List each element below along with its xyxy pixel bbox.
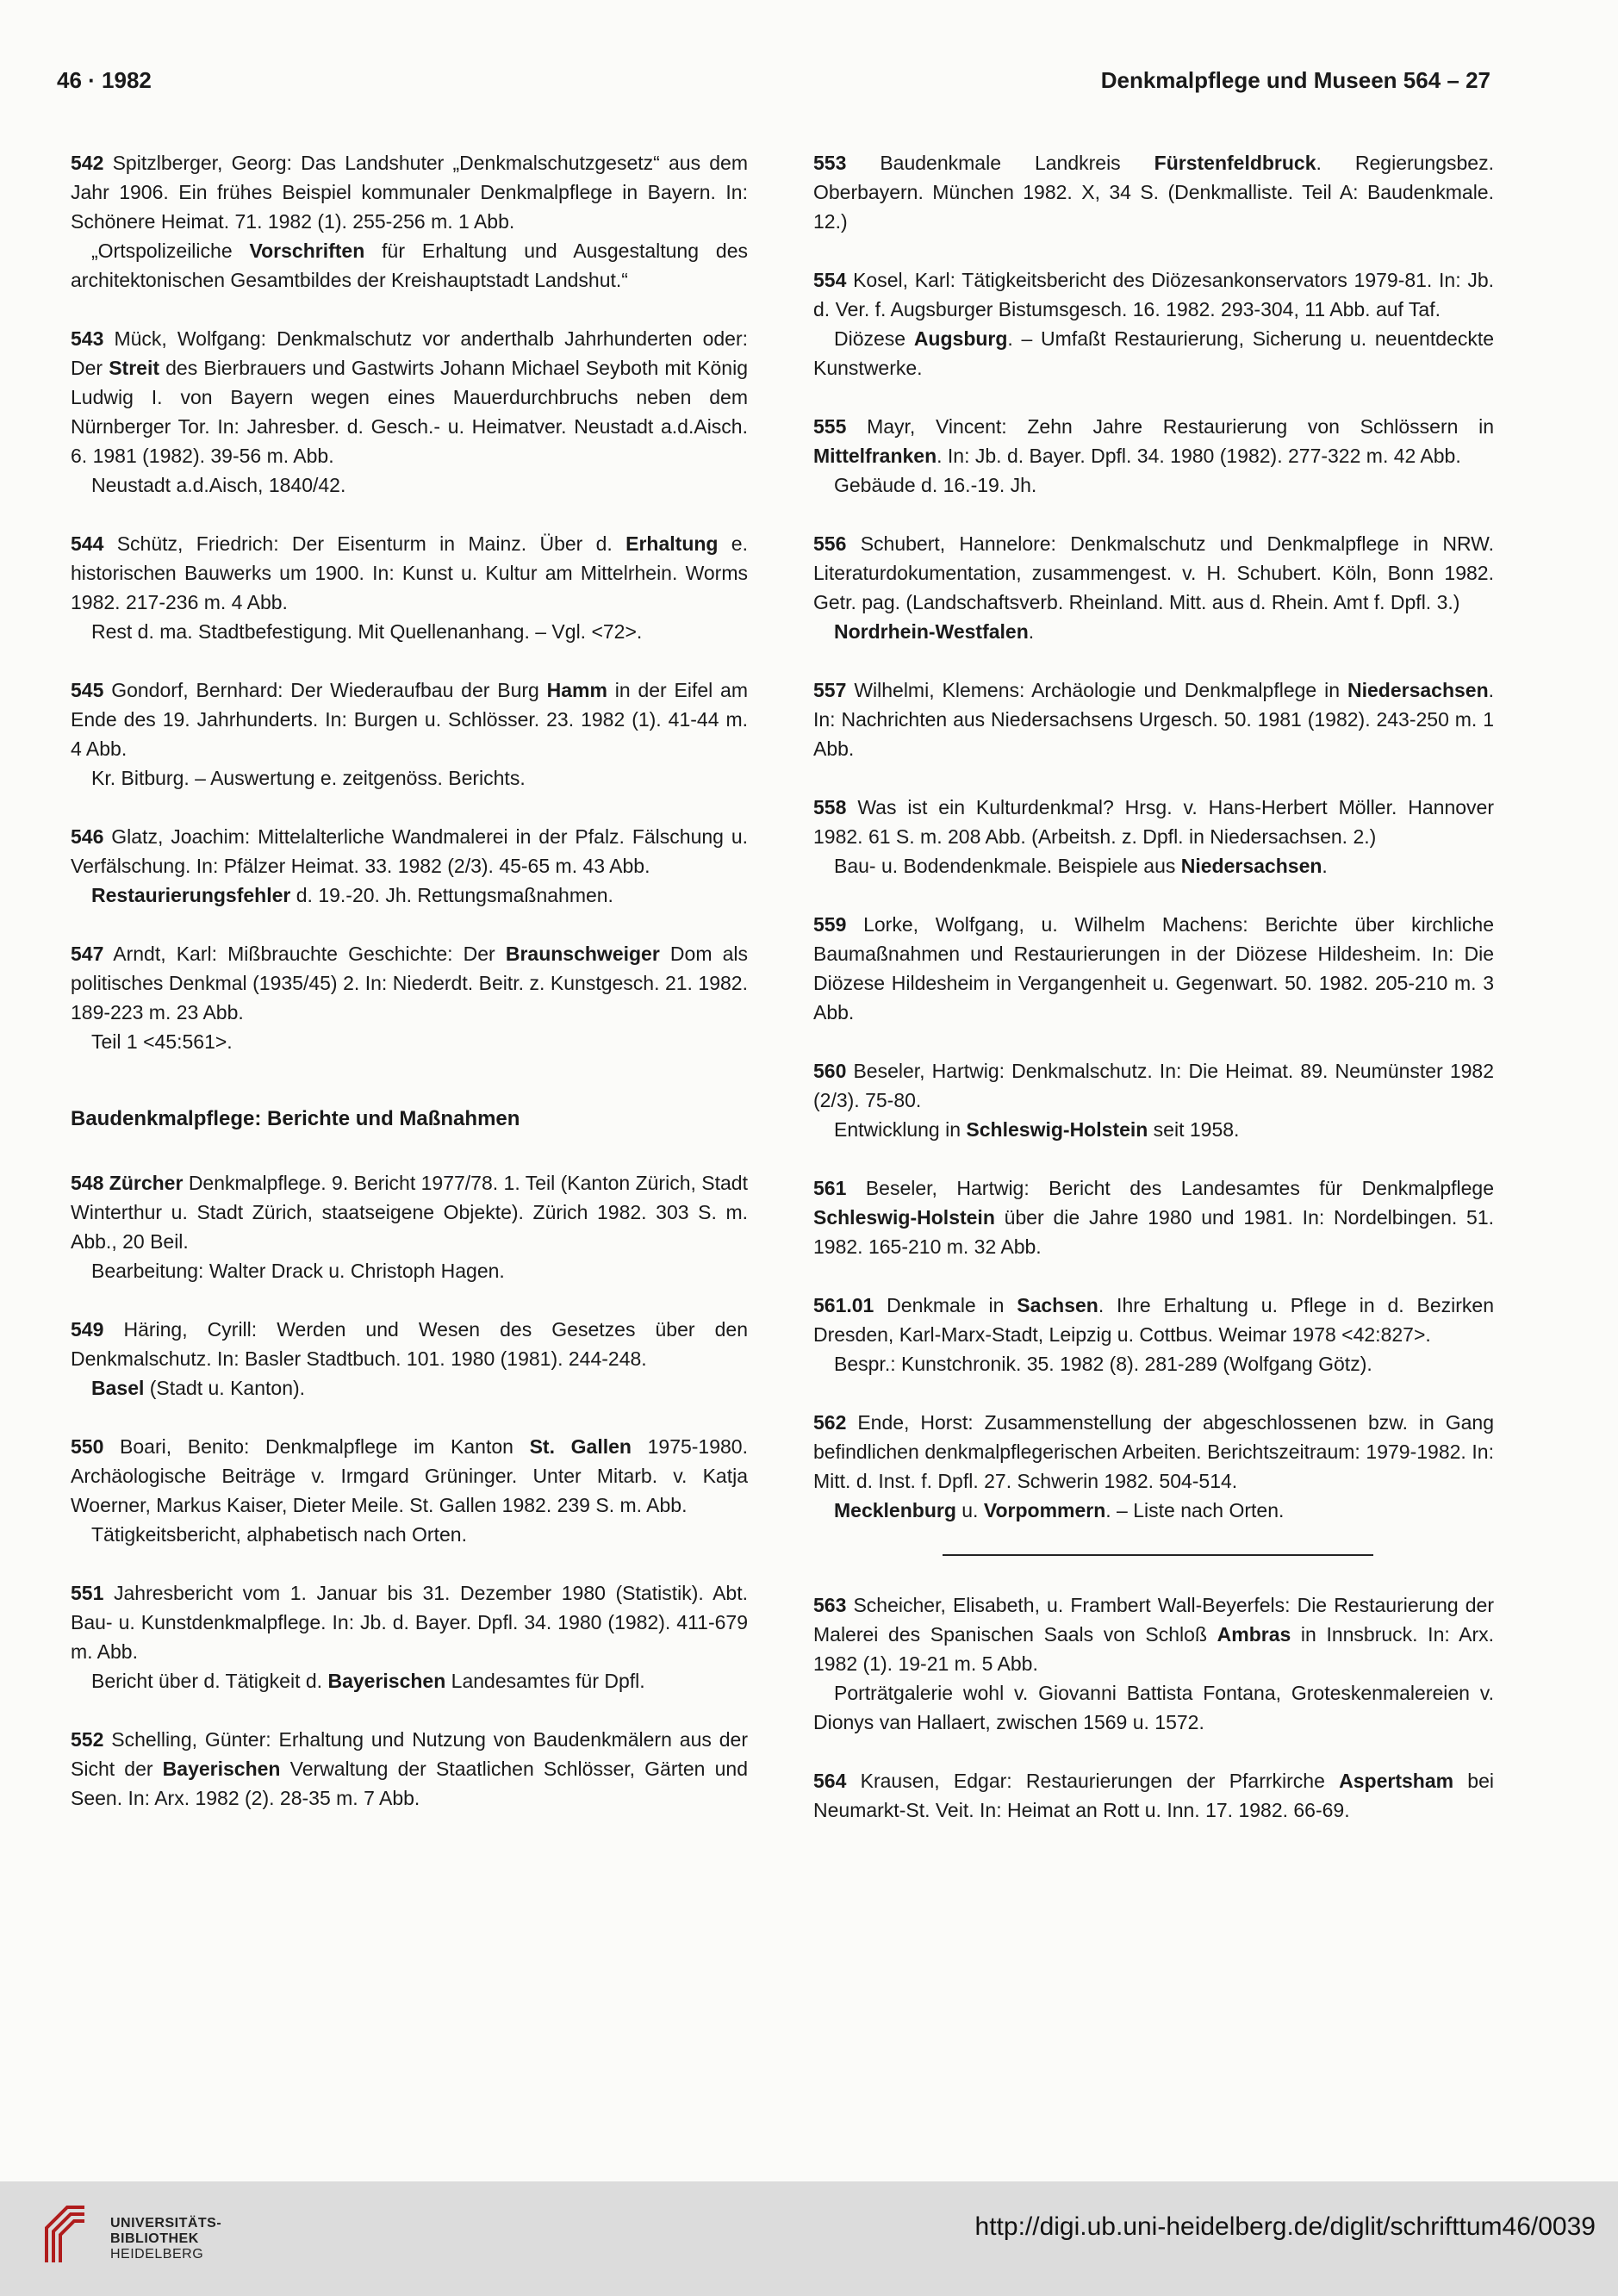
entry-citation (813, 910, 1494, 1027)
library-name-line-2: BIBLIOTHEK (110, 2231, 199, 2246)
entry-annotation (71, 1373, 748, 1403)
annotation-text: Neustadt a.d.Aisch, 1840/42. (91, 474, 346, 496)
entry-text: Was ist ein Kulturdenkmal? Hrsg. v. Hans-Herbert Möller. Hannover 1982. 61 S. m. 208 Abb. (Arbeitsh. z. Dpfl. in Niedersachsen. 2.) (813, 796, 1495, 848)
entry-number: 553 (813, 152, 847, 174)
entry-text: . Ihre Erhaltung u. Pflege in d. Bezirken Dresden, Karl-Marx-Stadt, Leipzig u. Cottbus. Weimar 1978 <42:827>. (813, 1294, 1494, 1346)
entry-annotation (813, 324, 1494, 383)
entry-text: Spitzlberger, Georg: Das Landshuter „Denkmalschutzgesetz“ aus dem Jahr 1906. Ein frühes Beispiel kommunaler Denkmalpflege in Bayern. In: Schönere Heimat. 71. 1982 (1). 255-256 m. 1 Abb. (71, 152, 749, 233)
entry-annotation (813, 470, 1494, 500)
entry-citation (71, 1432, 748, 1520)
annotation-text: für Erhaltung und Ausgestaltung des architektonischen Gesamtbildes der Kreishauptstadt Landshut.“ (71, 240, 748, 291)
entry-citation (813, 265, 1494, 324)
annotation-keyword: Nordrhein-Westfalen (834, 620, 1029, 643)
entry-text: des Bierbrauers und Gastwirts Johann Michael Seyboth mit König Ludwig I. von Bayern wegen eines Mauerdurchbruchs neben dem Nürnberger Tor. In: Jahresber. d. Gesch.- u. Heimatver. Neustadt a.d.Aisch. 6. 1981 (1982). 39-56 m. Abb. (71, 357, 748, 467)
entry-number: 554 (813, 269, 847, 291)
bibliography-entry (71, 1432, 748, 1549)
annotation-text: Kr. Bitburg. – Auswertung e. zeitgenöss. Berichts. (91, 767, 526, 789)
entry-keyword: St. Gallen (529, 1435, 632, 1458)
entry-annotation (813, 617, 1494, 646)
entry-number: 561 (813, 1177, 847, 1199)
entry-number: 557 (813, 679, 847, 701)
annotation-text: Porträtgalerie wohl v. Giovanni Battista Fontana, Groteskenmalereien v. Dionys van Hallaert, zwischen 1569 u. 1572. (813, 1682, 1494, 1733)
bibliography-entry (71, 1315, 748, 1403)
annotation-text: . (1322, 855, 1328, 877)
entry-text: Beseler, Hartwig: Denkmalschutz. In: Die Heimat. 89. Neumünster 1982 (2/3). 75-80. (813, 1060, 1495, 1111)
entry-keyword: Aspertsham (1339, 1770, 1454, 1792)
entry-text: Boari, Benito: Denkmalpflege im Kanton (120, 1435, 530, 1458)
bibliography-entry (813, 529, 1494, 646)
entry-citation (813, 148, 1494, 236)
entry-text: Krausen, Edgar: Restaurierungen der Pfarrkirche (860, 1770, 1340, 1792)
bibliography-entry (813, 1291, 1494, 1378)
entry-annotation (813, 1678, 1494, 1737)
entry-number: 548 (71, 1172, 104, 1194)
bibliography-entry (813, 1173, 1494, 1261)
annotation-keyword: Niedersachsen (1180, 855, 1322, 877)
entry-annotation (71, 1256, 748, 1285)
annotation-text: Diözese (834, 327, 914, 350)
entry-annotation (813, 1115, 1494, 1144)
entry-citation (71, 1725, 748, 1813)
entry-keyword: Erhaltung (625, 532, 719, 555)
entry-text: Mayr, Vincent: Zehn Jahre Restaurierung von Schlössern in (867, 415, 1495, 438)
entry-text: Kosel, Karl: Tätigkeitsbericht des Diözesankonservators 1979-81. In: Jb. d. Ver. f. Augsburger Bistumsgesch. 16. 1982. 293-304, 11 Abb. auf Taf. (813, 269, 1494, 320)
divider-rule (943, 1554, 1373, 1556)
entry-citation (71, 1315, 748, 1373)
entry-text: Verwaltung der Staatlichen Schlösser, Gärten und Seen. In: Arx. 1982 (2). 28-35 m. 7 Abb. (71, 1758, 748, 1809)
entry-keyword: Streit (109, 357, 159, 379)
entry-text: Lorke, Wolfgang, u. Wilhelm Machens: Berichte über kirchliche Baumaßnahmen und Restaurierungen in der Diözese Hildesheim. In: Die Diözese Hildesheim in Vergangenheit u. Gegenwart. 50. 1982. 205-210 m. 3 Abb. (813, 913, 1494, 1024)
entry-citation (71, 529, 748, 617)
right-column (813, 148, 1494, 1854)
entry-number: 559 (813, 913, 847, 936)
annotation-keyword: Vorschriften (249, 240, 365, 262)
bibliography-entry (813, 910, 1494, 1027)
entry-keyword: Braunschweiger (505, 943, 660, 965)
bibliography-entry (813, 1766, 1494, 1825)
entry-text: Baudenkmale Landkreis (880, 152, 1154, 174)
annotation-text: Tätigkeitsbericht, alphabetisch nach Orten. (91, 1523, 467, 1546)
entry-text: . In: Jb. d. Bayer. Dpfl. 34. 1980 (1982). 277-322 m. 42 Abb. (937, 445, 1461, 467)
entry-citation (813, 793, 1494, 851)
entry-text: Gondorf, Bernhard: Der Wiederaufbau der Burg (111, 679, 547, 701)
entry-citation (813, 675, 1494, 763)
entry-number: 558 (813, 796, 847, 818)
bibliography-entry (71, 822, 748, 910)
annotation-text: Rest d. ma. Stadtbefestigung. Mit Quellenanhang. – Vgl. <72>. (91, 620, 643, 643)
bibliography-entry (71, 1578, 748, 1696)
entry-citation (71, 675, 748, 763)
entry-number: 547 (71, 943, 104, 965)
entry-citation (813, 1291, 1494, 1349)
entry-number: 550 (71, 1435, 104, 1458)
entry-text: in der Eifel am Ende des 19. Jahrhunderts. In: Burgen u. Schlösser. 23. 1982 (1). 41-44 m. 4 Abb. (71, 679, 748, 760)
entry-text: e. historischen Bauwerks um 1900. In: Kunst u. Kultur am Mittelrhein. Worms 1982. 217-236 m. 4 Abb. (71, 532, 748, 613)
entry-citation (813, 1766, 1494, 1825)
entry-citation (813, 412, 1494, 470)
entry-text: bei Neumarkt-St. Veit. In: Heimat an Rott u. Inn. 17. 1982. 66-69. (813, 1770, 1494, 1821)
entry-citation (813, 1056, 1494, 1115)
bibliography-entry (71, 675, 748, 793)
entry-annotation (71, 1027, 748, 1056)
annotation-text: Gebäude d. 16.-19. Jh. (834, 474, 1037, 496)
entry-annotation (71, 236, 748, 295)
annotation-text: seit 1958. (1148, 1118, 1240, 1141)
entry-text: Beseler, Hartwig: Bericht des Landesamtes für Denkmalpflege (865, 1177, 1494, 1199)
entry-text: Dom als politisches Denkmal (1935/45) 2. In: Niederdt. Beitr. z. Kunstgesch. 21. 1982. 189-223 m. 23 Abb. (71, 943, 749, 1024)
entry-annotation (813, 1496, 1494, 1525)
entry-text: . Regierungsbez. Oberbayern. München 1982. X, 34 S. (Denkmalliste. Teil A: Baudenkmale. 12.) (813, 152, 1494, 233)
left-column (71, 148, 748, 1842)
entry-citation (813, 1590, 1494, 1678)
library-name-line-1: UNIVERSITÄTS- (110, 2216, 222, 2231)
bibliography-entry (813, 148, 1494, 236)
annotation-text: d. 19.-20. Jh. Rettungsmaßnahmen. (290, 884, 613, 906)
bibliography-entry (71, 1725, 748, 1813)
entry-citation (71, 148, 748, 236)
entry-keyword: Sachsen (1017, 1294, 1098, 1316)
annotation-text: . (1028, 620, 1035, 643)
entry-keyword: Fürstenfeldbruck (1154, 152, 1316, 174)
entry-text: über die Jahre 1980 und 1981. In: Nordelbingen. 51. 1982. 165-210 m. 32 Abb. (813, 1206, 1494, 1258)
entry-number: 556 (813, 532, 847, 555)
bibliography-entry (71, 324, 748, 500)
library-logo-icon (41, 2202, 88, 2268)
entry-annotation (71, 617, 748, 646)
entry-citation (71, 324, 748, 470)
annotation-text: . – Umfaßt Restaurierung, Sicherung u. neuentdeckte Kunstwerke. (813, 327, 1494, 379)
annotation-text: Bericht über d. Tätigkeit d. (91, 1670, 328, 1692)
entry-citation (71, 822, 748, 880)
entry-text: 1975-1980. Archäologische Beiträge v. Irmgard Grüninger. Unter Mitarb. v. Katja Woerner, Markus Kaiser, Dieter Meile. St. Gallen 1982. 239 S. m. Abb. (71, 1435, 748, 1516)
entry-number: 545 (71, 679, 104, 701)
bibliography-entry (813, 412, 1494, 500)
entry-number: 549 (71, 1318, 104, 1341)
entry-text: Denkmalpflege. 9. Bericht 1977/78. 1. Teil (Kanton Zürich, Stadt Winterthur u. Stadt Zürich, staatseigene Objekte). Zürich 1982. 303 S. m. Abb., 20 Beil. (71, 1172, 748, 1253)
page-number-year: 46 · 1982 (57, 67, 152, 93)
entry-keyword: Niedersachsen (1347, 679, 1489, 701)
bibliography-entry (813, 1056, 1494, 1144)
annotation-text: (Stadt u. Kanton). (144, 1377, 306, 1399)
entry-number: 561.01 (813, 1294, 874, 1316)
entry-annotation (71, 1520, 748, 1549)
entry-keyword: Ambras (1217, 1623, 1291, 1646)
entry-keyword: Mittelfranken (813, 445, 937, 467)
entry-text: Häring, Cyrill: Werden und Wesen des Gesetzes über den Denkmalschutz. In: Basler Stadtbuch. 101. 1980 (1981). 244-248. (71, 1318, 748, 1370)
bibliography-entry (71, 1168, 748, 1285)
bibliography-entry (813, 1408, 1494, 1525)
entry-annotation (71, 470, 748, 500)
entry-text: in Innsbruck. In: Arx. 1982 (1). 19-21 m. 5 Abb. (813, 1623, 1494, 1675)
entry-text: Denkmale in (887, 1294, 1017, 1316)
entry-number: 551 (71, 1582, 104, 1604)
annotation-keyword: Vorpommern (983, 1499, 1106, 1521)
annotation-text: Landesamtes für Dpfl. (445, 1670, 645, 1692)
entry-citation (813, 1408, 1494, 1496)
entry-number: 544 (71, 532, 104, 555)
annotation-text: Bespr.: Kunstchronik. 35. 1982 (8). 281-289 (Wolfgang Götz). (834, 1353, 1372, 1375)
entry-keyword: Hamm (546, 679, 607, 701)
annotation-text: Bau- u. Bodendenkmale. Beispiele aus (834, 855, 1181, 877)
entry-citation (813, 529, 1494, 617)
annotation-keyword: Restaurierungsfehler (91, 884, 291, 906)
entry-citation (71, 1168, 748, 1256)
annotation-keyword: Bayerischen (327, 1670, 446, 1692)
library-name-line-3: HEIDELBERG (110, 2247, 204, 2262)
entry-citation (813, 1173, 1494, 1261)
entry-number: 562 (813, 1411, 847, 1434)
annotation-text: Bearbeitung: Walter Drack u. Christoph Hagen. (91, 1260, 505, 1282)
entry-number: 543 (71, 327, 104, 350)
bibliography-entry (813, 793, 1494, 880)
entry-number: 560 (813, 1060, 847, 1082)
annotation-text: u. (955, 1499, 984, 1521)
entry-text: Scheicher, Elisabeth, u. Frambert Wall-Beyerfels: Die Restaurierung der Malerei des Spanischen Saals von Schloß (813, 1594, 1494, 1646)
annotation-keyword: Augsburg (913, 327, 1008, 350)
entry-text: Arndt, Karl: Mißbrauchte Geschichte: Der (113, 943, 506, 965)
entry-annotation (71, 1666, 748, 1696)
entry-text: . In: Nachrichten aus Niedersachsens Urgesch. 50. 1981 (1982). 243-250 m. 1 Abb. (813, 679, 1495, 760)
entry-citation (71, 1578, 748, 1666)
entry-text: Mück, Wolfgang: Denkmalschutz vor anderthalb Jahrhunderten oder: Der (71, 327, 748, 379)
entry-text: Schubert, Hannelore: Denkmalschutz und Denkmalpflege in NRW. Literaturdokumentation, zusammengest. v. H. Schubert. Köln, Bonn 1982. Getr. pag. (Landschaftsverb. Rheinland. Mitt. aus d. Rhein. Amt f. Dpfl. 3.) (813, 532, 1494, 613)
entry-text: Wilhelmi, Klemens: Archäologie und Denkmalpflege in (854, 679, 1347, 701)
entry-keyword: Bayerischen (162, 1758, 281, 1780)
entry-text: Jahresbericht vom 1. Januar bis 31. Dezember 1980 (Statistik). Abt. Bau- u. Kunstdenkmalpflege. In: Jb. d. Bayer. Dpfl. 34. 1980 (1982). 411-679 m. Abb. (71, 1582, 748, 1663)
entry-number: 564 (813, 1770, 847, 1792)
entry-annotation (71, 763, 748, 793)
annotation-keyword: Mecklenburg (834, 1499, 956, 1521)
entry-text: Glatz, Joachim: Mittelalterliche Wandmalerei in der Pfalz. Fälschung u. Verfälschung. In: Pfälzer Heimat. 33. 1982 (2/3). 45-65 m. 43 Abb. (71, 825, 748, 877)
annotation-text: „Ortspolizeiliche (91, 240, 250, 262)
bibliography-entry (71, 148, 748, 295)
footer-bar (0, 2181, 1618, 2296)
annotation-text: . – Liste nach Orten. (1105, 1499, 1285, 1521)
running-title: Denkmalpflege und Museen 564 – 27 (1100, 67, 1490, 93)
page-header (57, 67, 1490, 102)
bibliography-entry (71, 529, 748, 646)
bibliography-entry (813, 675, 1494, 763)
annotation-keyword: Schleswig-Holstein (966, 1118, 1148, 1141)
entry-text: Ende, Horst: Zusammenstellung der abgeschlossenen bzw. in Gang befindlichen denkmalpflegerischen Arbeiten. Berichtszeitraum: 1979-1982. In: Mitt. d. Inst. f. Dpfl. 27. Schwerin 1982. 504-514. (813, 1411, 1495, 1492)
entry-keyword: Zürcher (109, 1172, 184, 1194)
annotation-text: Teil 1 <45:561>. (91, 1030, 233, 1053)
entry-annotation (813, 1349, 1494, 1378)
entry-number: 552 (71, 1728, 104, 1751)
entry-annotation (813, 851, 1494, 880)
section-heading: Baudenkmalpflege: Berichte und Maßnahmen (71, 1107, 520, 1130)
library-name (110, 2216, 221, 2262)
entry-text: Schütz, Friedrich: Der Eisenturm in Mainz. Über d. (116, 532, 626, 555)
annotation-keyword: Basel (91, 1377, 145, 1399)
entry-citation (71, 939, 748, 1027)
entry-number: 546 (71, 825, 104, 848)
entry-annotation (71, 880, 748, 910)
bibliography-entry (813, 1590, 1494, 1737)
bibliography-entry (71, 939, 748, 1056)
entry-number: 542 (71, 152, 104, 174)
entry-number: 563 (813, 1594, 847, 1616)
entry-number: 555 (813, 415, 847, 438)
entry-keyword: Schleswig-Holstein (813, 1206, 995, 1229)
entry-text: Schelling, Günter: Erhaltung und Nutzung von Baudenkmälern aus der Sicht der (71, 1728, 749, 1780)
source-url-link[interactable]: http://digi.ub.uni-heidelberg.de/diglit/schrifttum46/0039 (974, 2212, 1596, 2241)
annotation-text: Entwicklung in (834, 1118, 967, 1141)
bibliography-entry (813, 265, 1494, 383)
